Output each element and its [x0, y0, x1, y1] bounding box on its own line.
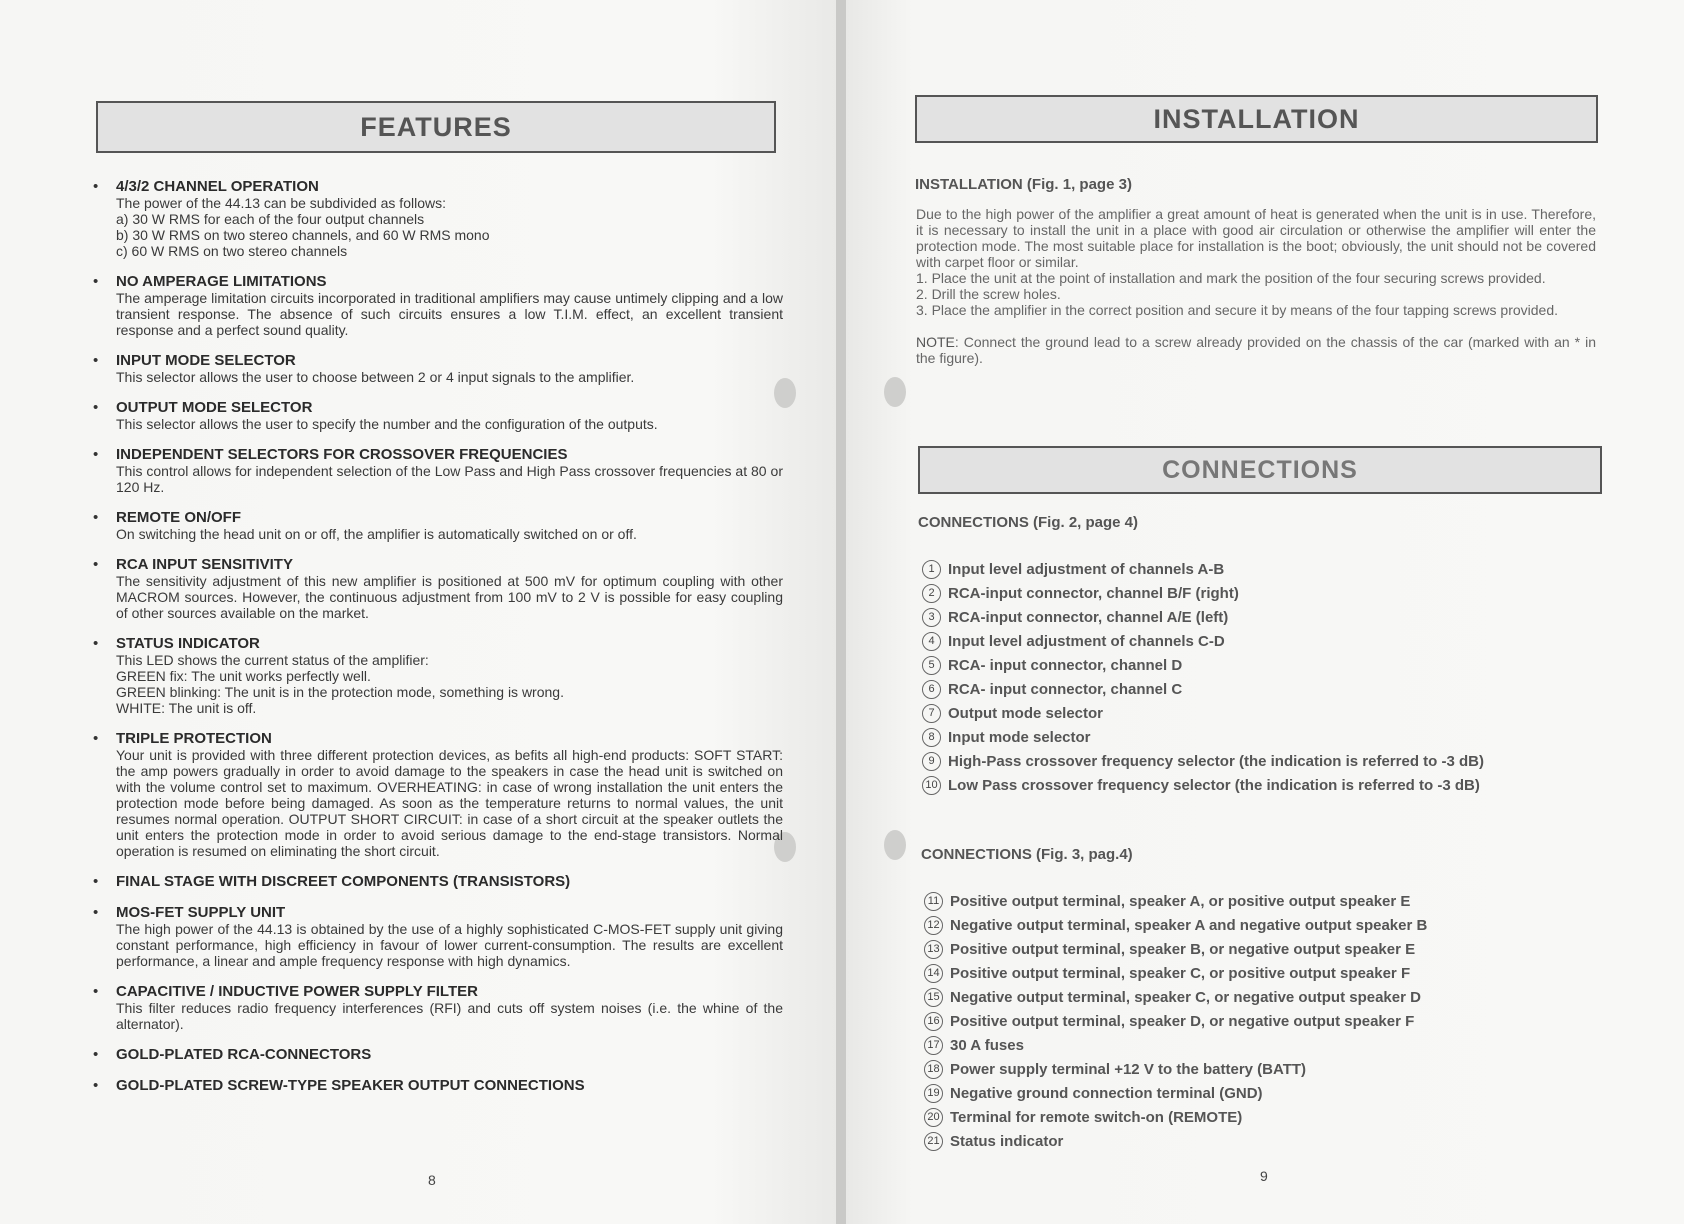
feature-heading: • 4/3/2 CHANNEL OPERATION [116, 178, 319, 195]
list-item [924, 937, 1427, 961]
list-item [924, 1105, 1427, 1129]
feature-heading: • GOLD-PLATED SCREW-TYPE SPEAKER OUTPUT CONNECTIONS [116, 1077, 585, 1094]
list-item [922, 629, 1484, 653]
installation-heading: INSTALLATION (Fig. 1, page 3) [915, 176, 1132, 193]
list-item [924, 1033, 1427, 1057]
item-number: 7 [922, 704, 941, 723]
item-label: Status indicator [950, 1132, 1064, 1150]
feature-text: The amperage limitation circuits incorporated in traditional amplifiers may cause untimely clipping and a low transient response. The absence of such circuits ensures a low T.I.M. effect, an excellent transient response and a perfect sound quality. [116, 290, 783, 338]
item-number: 19 [924, 1084, 943, 1103]
feature-item [93, 399, 783, 432]
feature-item [93, 556, 783, 621]
item-number: 5 [922, 656, 941, 675]
feature-text: Your unit is provided with three different protection devices, as befits all high-end products: SOFT START: the amp powers gradually in order to avoid damage to the speakers in case the head unit is switched on with the volume control set to maximum. OVERHEATING: in case of wrong installation the unit enters the protection mode before being damaged. As soon as the temperature returns to normal values, the unit resumes normal operation. OUTPUT SHORT CIRCUIT: in case of a short circuit at the speaker outlets the unit enters the protection mode in order to avoid serious damage to the end-stage transistors. Normal operation is resumed on eliminating the short circuit. [116, 747, 783, 859]
installation-step: 2. Drill the screw holes. [916, 286, 1061, 302]
list-item [922, 701, 1484, 725]
item-label: Negative output terminal, speaker C, or negative output speaker D [950, 988, 1421, 1006]
feature-heading: • CAPACITIVE / INDUCTIVE POWER SUPPLY FILTER [116, 983, 478, 1000]
item-label: Input level adjustment of channels C-D [948, 632, 1225, 650]
item-number: 3 [922, 608, 941, 627]
item-label: RCA- input connector, channel C [948, 680, 1183, 698]
note-label: NOTE [916, 334, 955, 350]
item-number: 16 [924, 1012, 943, 1031]
item-number: 11 [924, 892, 943, 911]
feature-text: The sensitivity adjustment of this new amplifier is positioned at 500 mV for optimum coupling with other MACROM sources. However, the continuous adjustment from 100 mV to 2 V is possible for easy coupling of other sources available on the market. [116, 573, 783, 621]
item-label: Input level adjustment of channels A-B [948, 560, 1225, 578]
item-number: 1 [922, 560, 941, 579]
list-item [922, 605, 1484, 629]
feature-item [93, 446, 783, 495]
installation-step: 1. Place the unit at the point of installation and mark the position of the four securing screws provided. [916, 270, 1546, 286]
installation-paragraph: Due to the high power of the amplifier a great amount of heat is generated when the unit is in use. Therefore, it is necessary to install the unit in a place with good air circulation or otherwise the amplifier will enter the protection mode. The most suitable place for installation is the boot; obviously, the unit should not be covered with carpet floor or similar. [916, 206, 1596, 270]
page-number-left: 8 [428, 1172, 436, 1188]
item-number: 10 [922, 776, 941, 795]
feature-text-line: The power of the 44.13 can be subdivided as follows: [116, 195, 446, 211]
item-label: Positive output terminal, speaker A, or positive output speaker E [950, 892, 1411, 910]
feature-text-line: c) 60 W RMS on two stereo channels [116, 243, 348, 259]
feature-item [93, 730, 783, 859]
feature-text: This selector allows the user to specify the number and the configuration of the outputs. [116, 416, 658, 432]
list-item [922, 653, 1484, 677]
feature-item [93, 509, 783, 542]
features-title-box [96, 101, 776, 153]
list-item [924, 889, 1427, 913]
feature-heading: • INDEPENDENT SELECTORS FOR CROSSOVER FREQUENCIES [116, 446, 568, 463]
feature-heading: • MOS-FET SUPPLY UNIT [116, 904, 286, 921]
item-label: Output mode selector [948, 704, 1104, 722]
item-label: RCA-input connector, channel B/F (right) [948, 584, 1239, 602]
feature-text: On switching the head unit on or off, the amplifier is automatically switched on or off. [116, 526, 637, 542]
item-label: Negative ground connection terminal (GND) [950, 1084, 1263, 1102]
list-item [924, 985, 1427, 1009]
feature-text-line: This LED shows the current status of the amplifier: [116, 652, 429, 668]
connections-fig2-list [922, 557, 1484, 797]
connections-fig3-list [924, 889, 1427, 1153]
binder-hole [884, 830, 906, 860]
list-item [922, 581, 1484, 605]
item-label: Input mode selector [948, 728, 1091, 746]
feature-text-line: a) 30 W RMS for each of the four output channels [116, 211, 425, 227]
list-item [924, 1081, 1427, 1105]
feature-text: This selector allows the user to choose between 2 or 4 input signals to the amplifier. [116, 369, 635, 385]
feature-text-line: b) 30 W RMS on two stereo channels, and 60 W RMS mono [116, 227, 490, 243]
feature-heading: • RCA INPUT SENSITIVITY [116, 556, 293, 573]
features-title: FEATURES [360, 111, 512, 142]
feature-text-line: WHITE: The unit is off. [116, 700, 257, 716]
installation-title-box [915, 95, 1598, 143]
feature-text: This filter reduces radio frequency interferences (RFI) and cuts off system noises (i.e. the whine of the alternator). [116, 1000, 783, 1032]
feature-item [93, 178, 783, 259]
feature-heading: • NO AMPERAGE LIMITATIONS [116, 273, 327, 290]
item-number: 12 [924, 916, 943, 935]
feature-heading: • REMOTE ON/OFF [116, 509, 241, 526]
list-item [924, 913, 1427, 937]
item-label: Positive output terminal, speaker B, or negative output speaker E [950, 940, 1416, 958]
feature-item [93, 1046, 783, 1063]
item-label: RCA-input connector, channel A/E (left) [948, 608, 1229, 626]
feature-text: The high power of the 44.13 is obtained by the use of a highly sophisticated C-MOS-FET supply unit giving constant performance, high efficiency in favour of lower current-consumption. The results are excellent performance, a linear and ample frequency response with high dynamics. [116, 921, 783, 969]
item-label: Power supply terminal +12 V to the battery (BATT) [950, 1060, 1307, 1078]
binder-hole [884, 377, 906, 407]
feature-text: This control allows for independent selection of the Low Pass and High Pass crossover frequencies at 80 or 120 Hz. [116, 463, 783, 495]
item-label: Terminal for remote switch-on (REMOTE) [950, 1108, 1243, 1126]
list-item [922, 749, 1484, 773]
note-text: : Connect the ground lead to a screw already provided on the chassis of the car (marked with an * in the figure). [916, 334, 1596, 366]
features-list [93, 178, 783, 1094]
item-label: 30 A fuses [950, 1036, 1024, 1054]
list-item [924, 1009, 1427, 1033]
item-number: 8 [922, 728, 941, 747]
list-item [922, 773, 1484, 797]
feature-heading: • STATUS INDICATOR [116, 635, 260, 652]
item-number: 21 [924, 1132, 943, 1151]
feature-item [93, 273, 783, 338]
feature-item [93, 904, 783, 969]
connections-fig3-heading: CONNECTIONS (Fig. 3, pag.4) [921, 846, 1133, 863]
installation-title: INSTALLATION [1153, 103, 1360, 134]
installation-step: 3. Place the amplifier in the correct position and secure it by means of the four tapping screws provided. [916, 302, 1559, 318]
feature-heading: • INPUT MODE SELECTOR [116, 352, 296, 369]
list-item [922, 725, 1484, 749]
item-label: RCA- input connector, channel D [948, 656, 1183, 674]
list-item [922, 677, 1484, 701]
feature-heading: • OUTPUT MODE SELECTOR [116, 399, 313, 416]
item-number: 18 [924, 1060, 943, 1079]
list-item [924, 1057, 1427, 1081]
connections-title-box [918, 446, 1602, 494]
feature-item [93, 352, 783, 385]
page-number-right: 9 [1260, 1168, 1268, 1184]
item-number: 20 [924, 1108, 943, 1127]
item-label: Positive output terminal, speaker C, or positive output speaker F [950, 964, 1411, 982]
item-number: 9 [922, 752, 941, 771]
list-item [922, 557, 1484, 581]
item-label: High-Pass crossover frequency selector (the indication is referred to -3 dB) [948, 752, 1484, 770]
connections-fig2-heading: CONNECTIONS (Fig. 2, page 4) [918, 514, 1139, 531]
feature-heading: • FINAL STAGE WITH DISCREET COMPONENTS (TRANSISTORS) [116, 873, 571, 890]
item-label: Low Pass crossover frequency selector (the indication is referred to -3 dB) [948, 776, 1480, 794]
list-item [924, 1129, 1427, 1153]
item-number: 2 [922, 584, 941, 603]
list-item [924, 961, 1427, 985]
feature-heading: • GOLD-PLATED RCA-CONNECTORS [116, 1046, 372, 1063]
connections-title: CONNECTIONS [1162, 455, 1358, 484]
feature-item [93, 983, 783, 1032]
item-number: 6 [922, 680, 941, 699]
item-label: Positive output terminal, speaker D, or negative output speaker F [950, 1012, 1415, 1030]
book-gutter [836, 0, 846, 1224]
installation-note [916, 334, 1596, 366]
feature-text-line: GREEN fix: The unit works perfectly well. [116, 668, 371, 684]
feature-item [93, 873, 783, 890]
feature-heading: • TRIPLE PROTECTION [116, 730, 272, 747]
item-label: Negative output terminal, speaker A and negative output speaker B [950, 916, 1428, 934]
item-number: 13 [924, 940, 943, 959]
item-number: 4 [922, 632, 941, 651]
installation-text [916, 206, 1596, 366]
item-number: 17 [924, 1036, 943, 1055]
item-number: 15 [924, 988, 943, 1007]
feature-text-line: GREEN blinking: The unit is in the protection mode, something is wrong. [116, 684, 564, 700]
feature-item [93, 635, 783, 716]
item-number: 14 [924, 964, 943, 983]
feature-item [93, 1077, 783, 1094]
